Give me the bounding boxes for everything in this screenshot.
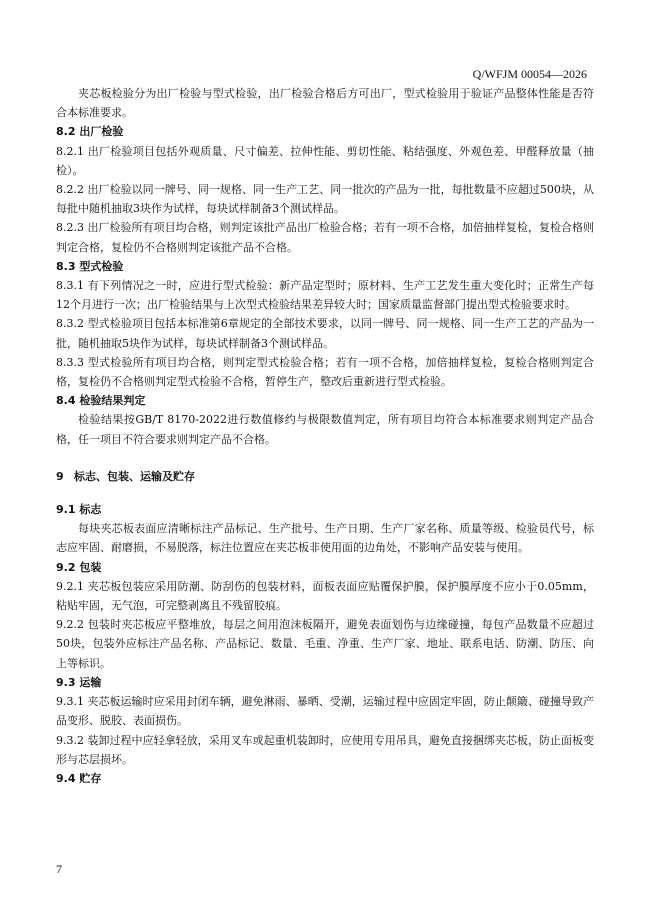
heading-9-1: 9.1 标志	[56, 503, 102, 517]
heading-8-4: 8.4 检验结果判定	[56, 394, 146, 408]
paragraph-9-1: 每块夹芯板表面应清晰标注产品标记、生产批号、生产日期、生产厂家名称、质量等级、检验员代号，标志应牢固、耐磨损，不易脱落，标注位置应在夹芯板非使用面的边角处，不影响产品安装与使用。	[56, 522, 594, 555]
paragraph-9-3-1: 9.3.1 夹芯板运输时应采用封闭车辆，避免淋雨、暴晒、受潮，运输过程中应固定牢固，防止颠簸、碰撞导致产品变形、脱胶、表面损伤。	[56, 695, 594, 728]
paragraph-intro: 夹芯板检验分为出厂检验与型式检验，出厂检验合格后方可出厂，型式检验用于验证产品整体性能是否符合本标准要求。	[56, 87, 594, 120]
heading-9	[56, 467, 594, 486]
paragraph-9-2-2: 9.2.2 包装时夹芯板应平整堆放，每层之间用泡沫板隔开，避免表面划伤与边缘碰撞，每包产品数量不应超过50块，包装外应标注产品名称、产品标记、数量、毛重、净重、生产厂家、地址、联系电话、防潮、防压、向上等标识。	[56, 618, 594, 670]
heading-8-3: 8.3 型式检验	[56, 259, 124, 273]
paragraph-8-3-1: 8.3.1 有下列情况之一时，应进行型式检验：新产品定型时；原材料、生产工艺发生重大变化时；正常生产每12个月进行一次；出厂检验结果与上次型式检验结果差异较大时；国家质量监督部门提出型式检验要求时。	[56, 279, 594, 312]
heading-9-number: 9	[56, 469, 64, 483]
paragraph-9-2-1: 9.2.1 夹芯板包装应采用防潮、防刮伤的包装材料，面板表面应贴覆保护膜，保护膜厚度不应小于0.05mm，粘贴牢固，无气泡，可完整剥离且不残留胶痕。	[56, 579, 594, 613]
heading-9-2: 9.2 包装	[56, 560, 102, 574]
paragraph-8-2-2: 8.2.2 出厂检验以同一牌号、同一规格、同一生产工艺、同一批次的产品为一批，每批数量不应超过500块，从每批中随机抽取3块作为试样，每块试样制备3个测试样品。	[56, 183, 594, 216]
paragraph-9-3-2: 9.3.2 装卸过程中应轻拿轻放，采用叉车或起重机装卸时，应使用专用吊具，避免直接捆绑夹芯板，防止面板变形与芯层损坏。	[56, 733, 594, 766]
paragraph-8-2-3: 8.2.3 出厂检验所有项目均合格，则判定该批产品出厂检验合格；若有一项不合格，加倍抽样复检，复检合格则判定合格，复检仍不合格则判定该批产品不合格。	[56, 221, 594, 254]
heading-9-3: 9.3 运输	[56, 675, 102, 689]
document-code: Q/WFJM 00054—2026	[472, 67, 587, 81]
paragraph-8-4: 检验结果按GB/T 8170-2022进行数值修约与极限数值判定，所有项目均符合本标准要求则判定产品合格，任一项目不符合要求则判定产品不合格。	[56, 413, 594, 446]
paragraph-8-3-2: 8.3.2 型式检验项目包括本标准第6章规定的全部技术要求，以同一牌号、同一规格、同一生产工艺的产品为一批，随机抽取5块作为试样，每块试样制备3个测试样品。	[56, 317, 594, 350]
heading-8-2: 8.2 出厂检验	[56, 125, 124, 139]
heading-9-title: 标志、包装、运输及贮存	[74, 469, 195, 483]
document-body	[56, 84, 594, 788]
paragraph-8-3-3: 8.3.3 型式检验所有项目均合格，则判定型式检验合格；若有一项不合格，加倍抽样复检，复检合格则判定合格，复检仍不合格则判定型式检验不合格，暂停生产，整改后重新进行型式检验。	[56, 355, 594, 389]
paragraph-8-2-1: 8.2.1 出厂检验项目包括外观质量、尺寸偏差、拉伸性能、剪切性能、粘结强度、外观色差、甲醛释放量（抽检）。	[56, 144, 594, 177]
page-number: 7	[56, 862, 62, 876]
heading-9-4: 9.4 贮存	[56, 771, 102, 785]
